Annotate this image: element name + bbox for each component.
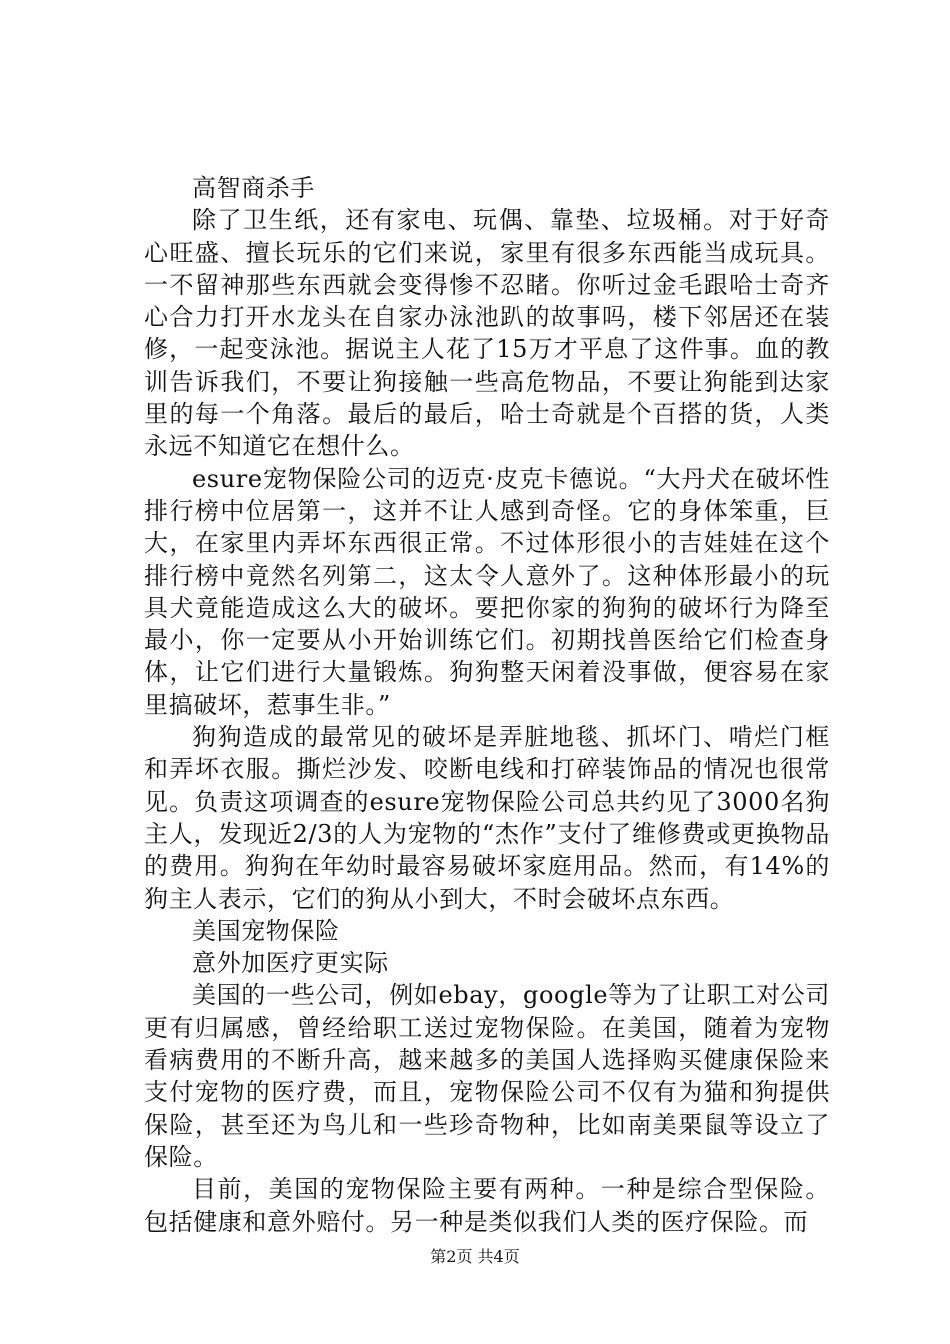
section-subheading: 意外加医疗更实际: [192, 949, 389, 978]
body-paragraph: 目前，美国的宠物保险主要有两种。一种是综合型保险。包括健康和意外赔付。另一种是类似我们人类的医疗保险。而: [144, 1175, 830, 1236]
page-number-footer: 第2页 共4页: [430, 1247, 520, 1266]
body-paragraph: 除了卫生纸，还有家电、玩偶、靠垫、垃圾桶。对于好奇心旺盛、擅长玩乐的它们来说，家里有很多东西能当成玩具。一不留神那些东西就会变得惨不忍睹。你听过金毛跟哈士奇齐心合力打开水龙头在自家办泳池趴的故事吗，楼下邻居还在装修，一起变泳池。据说主人花了15万才平息了这件事。血的教训告诉我们，不要让狗接触一些高危物品，不要让狗能到达家里的每一个角落。最后的最后，哈士奇就是个百搭的货，人类永远不知道它在想什么。: [144, 206, 830, 461]
section-heading: 美国宠物保险: [192, 916, 340, 945]
section-heading: 高智商杀手: [192, 174, 315, 202]
document-body: [144, 172, 830, 1238]
body-paragraph: 狗狗造成的最常见的破坏是弄脏地毯、抓坏门、啃烂门框和弄坏衣服。撕烂沙发、咬断电线和打碎装饰品的情况也很常见。负责这项调查的esure宠物保险公司总共约见了3000名狗主人，发现近2/3的人为宠物的“杰作”支付了维修费或更换物品的费用。狗狗在年幼时最容易破坏家庭用品。然而，有14%的狗主人表示，它们的狗从小到大，不时会破坏点东西。: [144, 723, 830, 913]
body-paragraph: 美国的一些公司，例如ebay，google等为了让职工对公司更有归属感，曾经给职工送过宠物保险。在美国，随着为宠物看病费用的不断升高，越来越多的美国人选择购买健康保险来支付宠物的医疗费，而且，宠物保险公司不仅有为猫和狗提供保险，甚至还为鸟儿和一些珍奇物种，比如南美栗鼠等设立了保险。: [144, 981, 830, 1171]
body-paragraph: esure宠物保险公司的迈克·皮克卡德说。“大丹犬在破坏性排行榜中位居第一，这并不让人感到奇怪。它的身体笨重，巨大，在家里内弄坏东西很正常。不过体形很小的吉娃娃在这个排行榜中竟然名列第二，这太令人意外了。这种体形最小的玩具犬竟能造成这么大的破坏。要把你家的狗狗的破坏行为降至最小，你一定要从小开始训练它们。初期找兽医给它们检查身体，让它们进行大量锻炼。狗狗整天闲着没事做，便容易在家里搞破坏，惹事生非。”: [144, 464, 830, 719]
